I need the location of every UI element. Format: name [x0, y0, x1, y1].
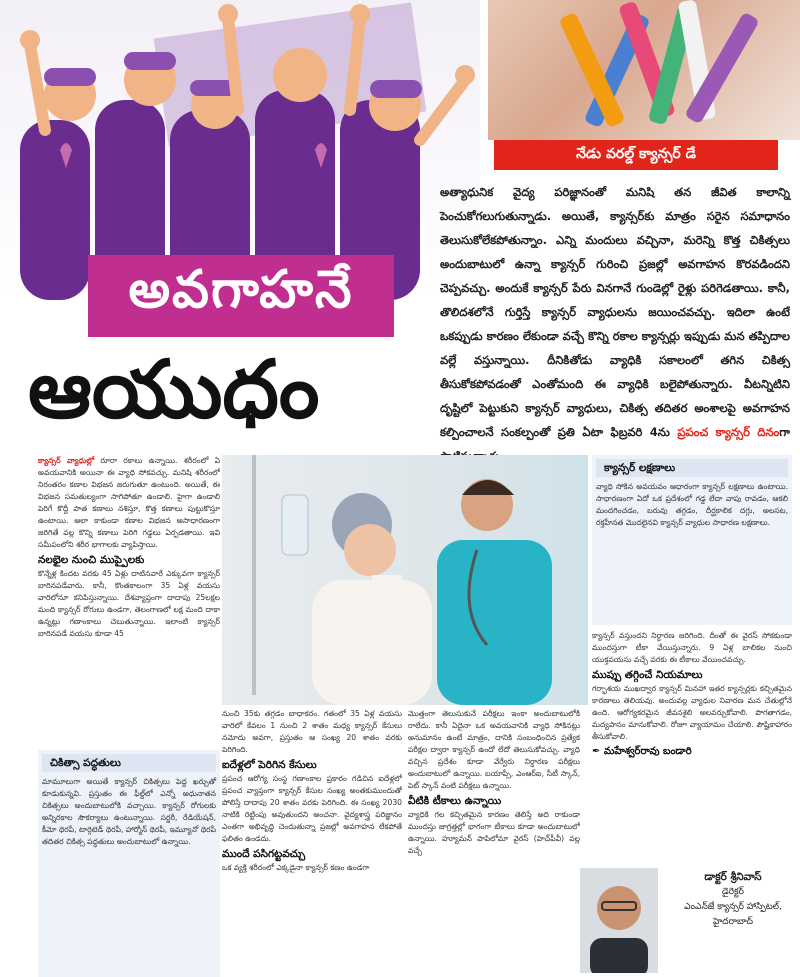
pen-icon: ✒: [592, 746, 601, 757]
treatment-methods-title: చికిత్సా పద్ధతులు: [42, 754, 216, 772]
treatment-methods-box: చికిత్సా పద్ధతులు మామూలుగా అయితే క్యాన్సర్ చికిత్సలు పెద్ద ఖర్చుతో కూడుకున్నవి. ప్రస్తుతం ఈ ఫీల్డ్‌లో ఎన్నో అధునాతన చికిత్సలు అందుబాటులోకి వచ్చాయి. క్యాన్సర్ రోగులకు అన్నిరకాల సౌకర్యాలు ఉంటున్నాయి. సర్జరీ, రేడియేషన్, కీమో థెరపీ, టార్గెటెడ్ థెరపీ, హార్మోన్ థెరపీ, ఇమ్యూనో థెరపీ తదితర చికిత్స పద్ధతులు అందుబాటులో ఉన్నాయి.: [38, 750, 220, 977]
subheading-early-detection: ముందే పసిగట్టవచ్చు: [222, 848, 306, 860]
doctor-name: డాక్టర్ శ్రీనివాస్: [704, 871, 762, 883]
hospital-scene: [222, 455, 588, 705]
symptoms-title: క్యాన్సర్ లక్షణాలు: [596, 459, 788, 477]
doctor-city: హైదరాబాద్: [712, 917, 754, 927]
subheading-forties-to-thirties: నలభైల నుంచి ముప్పైలకు: [38, 554, 145, 566]
world-cancer-day-strip: నేడు వరల్డ్ క్యాన్సర్ డే: [494, 140, 778, 170]
article-column-4: క్యాన్సర్ వస్తుందని నిర్ధారణ జరిగింది. దీంతో ఈ వైరస్ సోకకుండా ముందస్తుగా టీకా వేయిస్తున్నారు. 9 ఏళ్ల బాలికల నుంచి యుక్తవయసు వచ్చే వరకు ఈ టీకాలు వేయించవచ్చు. ముప్పు తగ్గించే నియమాలు గర్భాశయ ముఖద్వార క్యాన్సర్ మినహా ఇతర క్యాన్సర్లకు కచ్చితమైన కారణాలు తెలియవు. అందువల్ల వ్యాధుల నివారణ మన చేతుల్లోనే ఉంది. ఆరోగ్యకరమైన జీవనశైలి అలవర్చుకోవాలి. పొగతాగడం, మద్యపానం మానుకోవాలి. రోజూ వ్యాయామం చేయాలి. పౌష్టికాహారం తీసుకోవాలి. ✒ మహేశ్వర్‌రావు బండారి: [592, 631, 792, 757]
subheading-cases-rising: ఐదేళ్లలో పెరిగిన కేసులు: [222, 759, 317, 771]
headline-line2: ఆయుధం: [28, 343, 320, 436]
patient-doctor-photo: [222, 455, 588, 705]
article-column-1: క్యాన్సర్ వ్యాధుల్లో రూరా రకాలు ఉన్నాయి. శరీరంలో ఏ అవయవానికి అయినా ఈ వ్యాధి సోకవచ్చు. మనిషి శరీరంలో నిరంతరం కణాల విభజన జరుగుతూ ఉంటుంది. అయితే, ఈ విభజన సమతుల్యంగా సాగిపోతూ ఉండాలి. హైగా ఉండాలి పెరిగే కొద్దీ పాత కణాలు నశిస్తూ, కొత్త కణాలు పుట్టుకొస్తూ ఉంటాయి. అలా కాకుండా కణాల విభజన అసాధారణంగా జరిగితే వల్ల కొన్ని కణాలు పెరిగి గడ్డలు ఏర్పడతాయి. ఇవి సమీపంలోని శరీర భాగాలకు వ్యాపిస్తాయి. నలభైల నుంచి ముప్పైలకు కొన్నేళ్ల కిందట వరకు 45 ఏళ్లు దాటినవారే ఎక్కువగా క్యాన్సర్ బారినపడేవారు. కానీ, కొంతకాలంగా 35 ఏళ్ల వయసు వారిలోనూ కనిపిస్తున్నాయి. దేశవ్యాప్తంగా దాదాపు 25లక్షల మంది క్యాన్సర్ రోగులు ఉండగా, తెలంగాణలో లక్ష మంది దాకా ఉన్నట్లు గణాంకాలు చెబుతున్నాయి. ఇలాంటి క్యాన్సర్ బారినపడే వయసు కూడా 45: [38, 456, 220, 638]
doctor-photo: [580, 868, 658, 973]
intro-paragraph: అత్యాధునిక వైద్య పరిజ్ఞానంతో మనిషి తన జీవిత కాలాన్ని పెంచుకోగలుగుతున్నాడు. అయితే, క్యాన్సర్‌కు మాత్రం సరైన సమాధానం తెలుసుకోలేకపోతున్నాం. ఎన్ని మందులు వచ్చినా, మరెన్ని కొత్త చికిత్సలు అందుబాటులో ఉన్నా క్యాన్సర్ గురించి ప్రజల్లో అవగాహన కొరవడిందని చెప్పవచ్చు. అందుకే క్యాన్సర్ పేరు వినగానే గుండెల్లో రైళ్లు పరిగెడతాయి. కానీ, తొలిదశలోనే గుర్తిస్తే క్యాన్సర్ వ్యాధులను జయించవచ్చు. ఇదిలా ఉంటే ఒకప్పుడు కారణం లేకుండా వచ్చే కొన్ని రకాల క్యాన్సర్లు ఇప్పుడు మన తప్పిదాల వల్లే వస్తున్నాయి. దీనికితోడు వ్యాధికి సకాలంలో తగిన చికిత్స తీసుకోకపోవడంతో ఎంతోమంది ఈ వ్యాధికి బలైపోతున్నారు. వీటన్నిటిని దృష్టిలో పెట్టుకుని క్యాన్సర్ వ్యాధులు, చికిత్స తదితర అంశాలపై అవగాహన కల్పించాలనే సంకల్పంతో ప్రతి ఏటా ఫిబ్రవరి 4ను ప్రపంచ క్యాన్సర్ దినంగా: [440, 185, 790, 439]
subheading-risk-reduction: ముప్పు తగ్గించే నియమాలు: [592, 669, 703, 681]
world-cancer-day-highlight: ప్రపంచ క్యాన్సర్ దినం: [677, 425, 780, 439]
article-column-3: మొత్తంగా తెలుసుకునే పరీక్షలు ఇంకా అందుబాటులోకి రాలేదు. కానీ ఏదైనా ఒక అవయవానికి వ్యాధి సోకినట్లు అనుమానం ఉంటే మాత్రం, దానికి సంబంధించిన ప్రత్యేక పరీక్షల ద్వారా క్యాన్సర్ ఉందో లేదో తెలుసుకోవచ్చు. వ్యాధి వచ్చిన ప్రదేశం కూడా వేర్వేరు నిర్ధారణ పరీక్షలు అందుబాటులో ఉన్నాయి. బయాప్సీ, ఎంఆర్ఐ, సీటీ స్కాన్, పెట్ స్కాన్ వంటి పరీక్షలు ఉన్నాయి. వీటికి టీకాలు ఉన్నాయి వ్యాధికి గల కచ్చితమైన కారణం తెలిస్తే అది రాకుండా ముందస్తు జాగ్రత్తల్లో భాగంగా టీకాలు కూడా అందుబాటులో ఉన్నాయి. హ్యూమన్ పాపిలోమా వైరస్ (హెచ్‌పీవీ) వల్ల వచ్చే: [408, 709, 580, 855]
article-column-2: నుంచి 35కు తగ్గడం బాధాకరం. గతంలో 35 ఏళ్ల వయసు వారిలో కేవలం 1 నుంచి 2 శాతం మధ్య క్యాన్సర్ కేసులు నమోదు అవగా, ప్రస్తుతం ఆ సంఖ్య 20 శాతం వరకు పెరిగింది. ఐదేళ్లలో పెరిగిన కేసులు ప్రపంచ ఆరోగ్య సంస్థ గణాంకాల ప్రకారం గడిచిన ఐదేళ్లలో ప్రపంచ వ్యాప్తంగా క్యాన్సర్ కేసుల సంఖ్య అంతకుముందుతో పోలిస్తే దాదాపు 20 శాతం వరకు పెరిగింది. ఈ సంఖ్య 2030 నాటికి రెట్టింపు అవుతుందని అంచనా. వైద్యశాస్త్ర పరిజ్ఞానం ఎంతగా అభివృద్ధి చెందుతున్నా ప్రజల్లో అవగాహన లేకపోతే ఫలితం ఉండదు. ముందే పసిగట్టవచ్చు ఒక వ్యక్తి శరీరంలో ఎక్కడైనా క్యాన్సర్ కణం ఉండగా: [222, 709, 402, 872]
lead-word: క్యాన్సర్ వ్యాధుల్లో: [38, 456, 95, 465]
doctor-hospital: ఎంఎన్‌జే క్యాన్సర్ హాస్పిటల్,: [684, 902, 782, 912]
awareness-ribbons-photo: [488, 0, 800, 140]
headline-line1: అవగాహనే: [88, 255, 394, 337]
subheading-vaccines: వీటికి టీకాలు ఉన్నాయి: [408, 795, 502, 807]
symptoms-box: క్యాన్సర్ లక్షణాలు వ్యాధి సోకిన అవయవం ఆధారంగా క్యాన్సర్ లక్షణాలు ఉంటాయి. సాధారణంగా ఏదో ఒక ప్రదేశంలో గడ్డ లేదా వాపు రావడం, ఆకలి మందగించడం, బరువు తగ్గడం, దీర్ఘకాలిక దగ్గు, అలసట, రక్తహీనత మొదలైనవి క్యాన్సర్ వ్యాధుల సాధారణ లక్షణాలు.: [592, 455, 792, 625]
byline: ✒ మహేశ్వర్‌రావు బండారి: [592, 746, 692, 757]
doctor-card: [580, 862, 800, 977]
doctor-role: డైరెక్టర్: [721, 887, 745, 897]
